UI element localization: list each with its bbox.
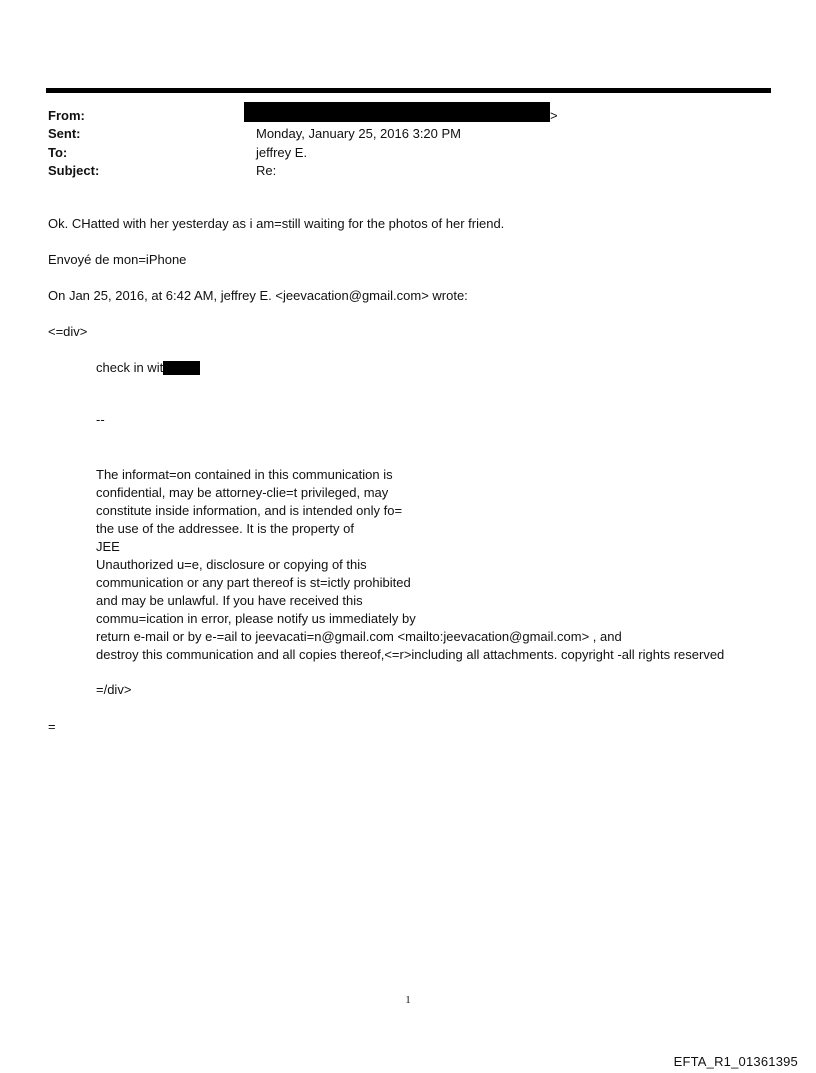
bates-id: EFTA_R1_01361395: [673, 1054, 798, 1069]
body-div-open: <=div>: [48, 324, 88, 339]
disclaimer-line: the use of the addressee. It is the property of: [96, 521, 354, 536]
disclaimer-line: destroy this communication and all copies thereof,<=r>including all attachments. copyright -all rights reserved: [96, 647, 725, 662]
redaction-name: [163, 361, 200, 375]
body-message-line: Ok. CHatted with her yesterday as i am=still waiting for the photos of her friend.: [48, 216, 505, 231]
disclaimer-line: return e-mail or by e-=ail to jeevacati=n@gmail.com <mailto:jeevacation@gmail.com> , and: [96, 629, 622, 644]
redaction-from: [244, 102, 550, 122]
disclaimer-line: communication or any part thereof is st=ictly prohibited: [96, 575, 411, 590]
quoted-check-text: check in wit: [96, 360, 164, 375]
subject-label: Subject:: [48, 163, 100, 178]
from-value-tail: >: [550, 108, 558, 123]
disclaimer-line: JEE: [96, 539, 120, 554]
disclaimer-line: Unauthorized u=e, disclosure or copying of this: [96, 557, 367, 572]
to-value: jeffrey E.: [256, 145, 308, 160]
from-label: From:: [48, 108, 85, 123]
quoted-check-line: [96, 359, 200, 377]
disclaimer-line: and may be unlawful. If you have received this: [96, 593, 363, 608]
header-rule: [46, 88, 771, 93]
body-div-close: =/div>: [96, 682, 132, 697]
disclaimer-line: confidential, may be attorney-clie=t privileged, may: [96, 485, 389, 500]
to-label: To:: [48, 145, 68, 160]
page-number: 1: [405, 994, 411, 1006]
sent-label: Sent:: [48, 126, 81, 141]
disclaimer-block: [96, 466, 724, 664]
sent-value: Monday, January 25, 2016 3:20 PM: [256, 126, 461, 141]
disclaimer-line: commu=ication in error, please notify us immediately by: [96, 611, 416, 626]
body-quote-intro: On Jan 25, 2016, at 6:42 AM, jeffrey E. <jeevacation@gmail.com> wrote:: [48, 288, 468, 303]
body-trailing-equals: =: [48, 719, 56, 734]
subject-value: Re:: [256, 163, 277, 178]
disclaimer-line: The informat=on contained in this communication is: [96, 467, 393, 482]
disclaimer-line: constitute inside information, and is intended only fo=: [96, 503, 403, 518]
body-signature-line: Envoyé de mon=iPhone: [48, 252, 187, 267]
quoted-dashes: --: [96, 412, 105, 427]
